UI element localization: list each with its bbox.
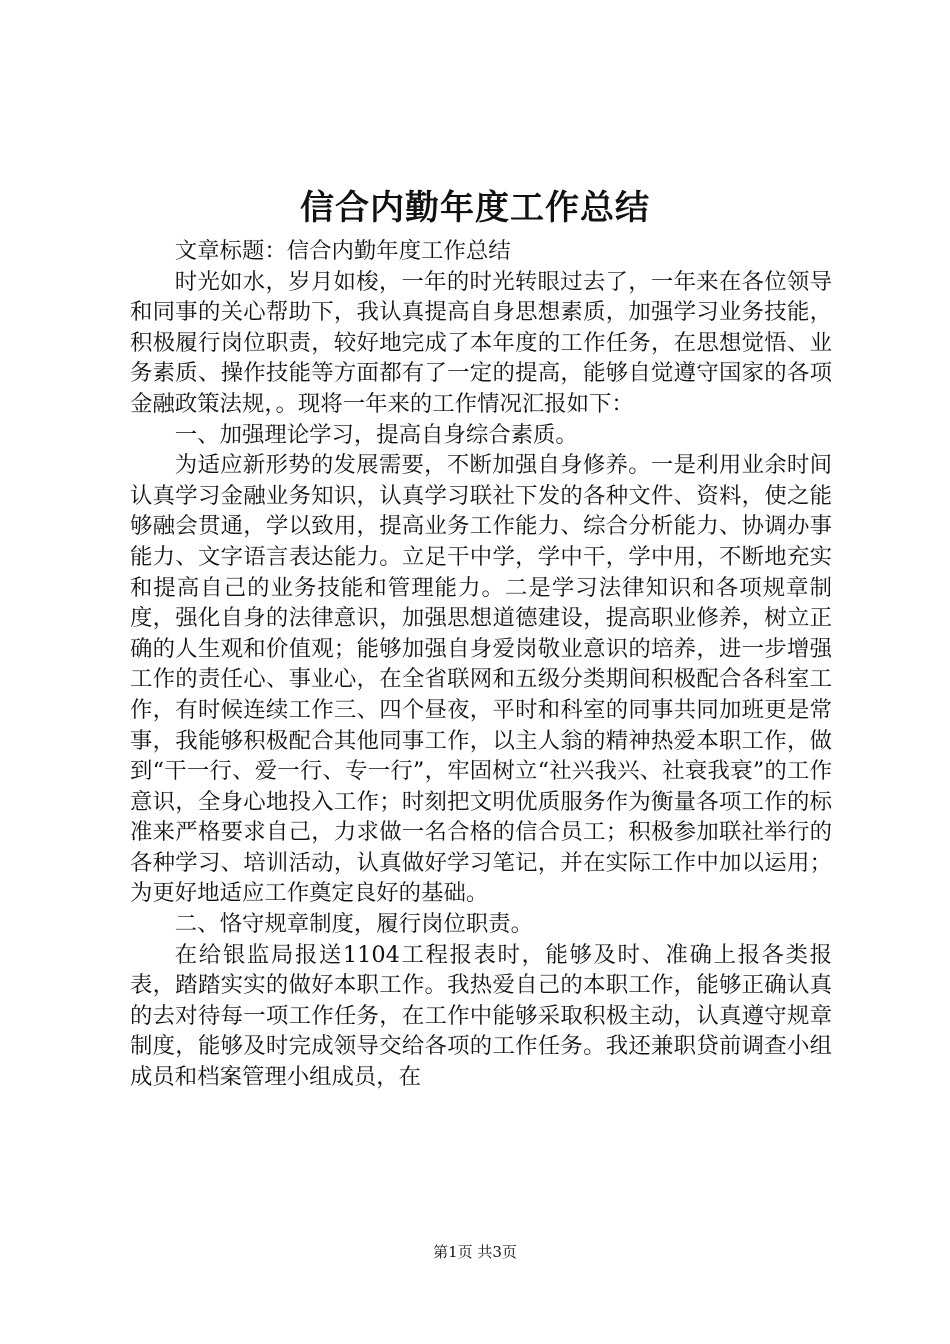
section-heading-2: 二、恪守规章制度，履行岗位职责。: [174, 911, 534, 938]
section-heading-1: 一、加强理论学习，提高自身综合素质。: [174, 421, 578, 448]
section-2-paragraph: 在给银监局报送1104工程报表时，能够及时、准确上报各类报表，踏踏实实的做好本职工作。我热爱自己的本职工作，能够正确认真的去对待每一项工作任务，在工作中能够采取积极主动，认真遵守规章制度，能够及时完成领导交给各项的工作任务。我还兼职贷前调查小组成员和档案管理小组成员，在: [130, 941, 832, 1091]
page-footer: 第1页 共3页: [433, 1243, 517, 1261]
intro-paragraph: 时光如水，岁月如梭，一年的时光转眼过去了，一年来在各位领导和同事的关心帮助下，我认真提高自身思想素质，加强学习业务技能，积极履行岗位职责，较好地完成了本年度的工作任务，在思想觉悟、业务素质、操作技能等方面都有了一定的提高，能够自觉遵守国家的各项金融政策法规，。现将一年来的工作情况汇报如下：: [130, 268, 832, 417]
document-body: [130, 236, 832, 1093]
article-title-line: 文章标题：信合内勤年度工作总结: [174, 238, 511, 264]
document-title: 信合内勤年度工作总结: [300, 188, 650, 228]
section-1-paragraph: 为适应新形势的发展需要，不断加强自身修养。一是利用业余时间认真学习金融业务知识，认真学习联社下发的各种文件、资料，使之能够融会贯通，学以致用，提高业务工作能力、综合分析能力、协调办事能力、文字语言表达能力。立足干中学，学中干，学中用，不断地充实和提高自己的业务技能和管理能力。二是学习法律知识和各项规章制度，强化自身的法律意识，加强思想道德建设，提高职业修养，树立正确的人生观和价值观；能够加强自身爱岗敬业意识的培养，进一步增强工作的责任心、事业心，在全省联网和五级分类期间积极配合各科室工作，有时候连续工作三、四个昼夜，平时和科室的同事共同加班更是常事，我能够积极配合其他同事工作，以主人翁的精神热爱本职工作，做到“干一行、爱一行、专一行”，牢固树立“社兴我兴、社衰我衰”的工作意识，全身心地投入工作；时刻把文明优质服务作为衡量各项工作的标准来严格要求自己，力求做一名合格的信合员工；积极参加联社举行的各种学习、培训活动，认真做好学习笔记，并在实际工作中加以运用；为更好地适应工作奠定良好的基础。: [130, 452, 832, 907]
